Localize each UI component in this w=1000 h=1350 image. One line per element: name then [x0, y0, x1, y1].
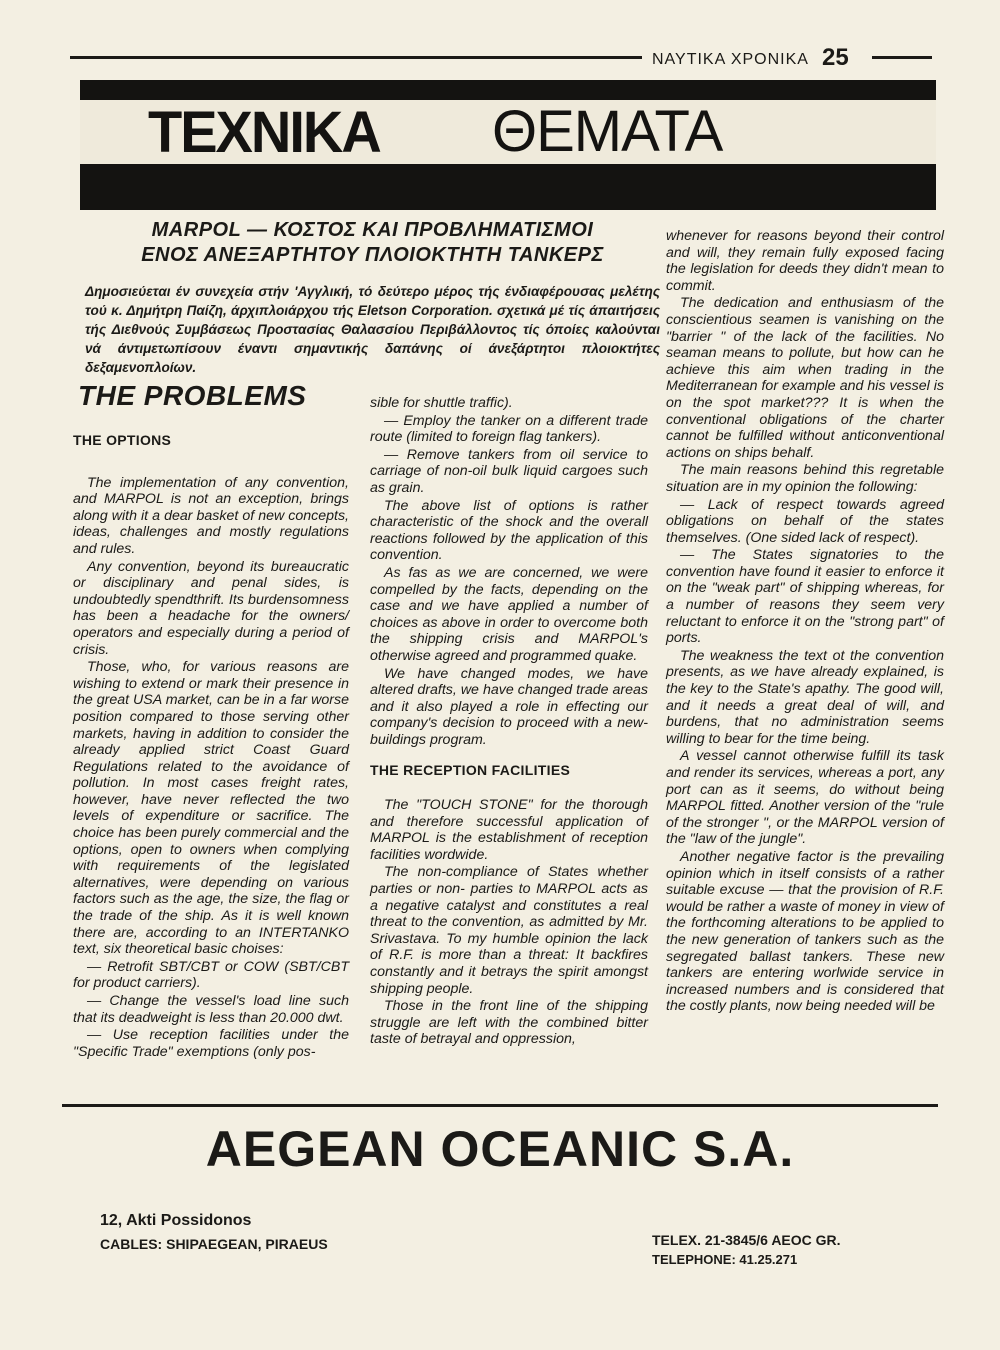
banner-title-light: ΘΕΜΑΤΑ	[492, 99, 723, 164]
subheading-reception-facilities: THE RECEPTION FACILITIES	[370, 762, 571, 779]
paragraph: Another negative factor is the prevailing opinion which in itself consists of a rather suitable excuse — that the provision of R.F. would be rather a waste of money in view of the forthcoming alterations to be applied to the new generation of tankers such as the segregated ballast tankers. These new tankers are entering worlwide service in increased numbers and is considered that the costly plants, now being needed will be	[666, 848, 944, 1015]
paragraph: — Change the vessel's load line such that its deadweight is less than 20.000 dwt.	[73, 993, 349, 1026]
article-title-line1: MARPOL — ΚΟΣΤΟΣ ΚΑΙ ΠΡΟΒΛΗΜΑΤΙΣΜΟΙ	[151, 219, 594, 241]
paragraph: The "TOUCH STONE" for the thorough and therefore successful application of MARPOL is the establishment of reception facilities wordwide.	[370, 797, 648, 863]
footer-rule	[62, 1104, 938, 1107]
article-title	[85, 218, 660, 268]
paragraph: Those, who, for various reasons are wishing to extend or mark their presence in the great USA market, can be in a far worse position compared to those serving other markets, having in addition to consider the already applied strict Coast Guard Regulations related to the avoidance of pollution. In most cases freight rates, however, have never reflected the two levels of expenditure or sacrifice. The choice has been purely commercial and the options, open to owners when complying with requirements of the legislated alternatives, were depending on various factors such as the age, the size, the flag or the trade of the ship. As it is well known there are, according to an INTERTANKO text, six theoretical basic choises:	[73, 659, 349, 958]
banner-title-bold: ΤΕΧΝΙΚΑ	[148, 98, 380, 165]
paragraph: The main reasons behind this regretable situation are in my opinion the following:	[666, 462, 944, 495]
section-banner	[80, 80, 936, 210]
paragraph: — Use reception facilities under the "Specific Trade" exemptions (only pos-	[73, 1027, 349, 1060]
paragraph: Those in the front line of the shipping struggle are left with the combined bitter taste of betrayal and oppression,	[370, 998, 648, 1048]
paragraph: We have changed modes, we have altered drafts, we have changed trade areas and it also played a role in effecting our company's decision to proceed with a new-buildings program.	[370, 665, 648, 748]
paragraph: The dedication and enthusiasm of the conscientious seamen is vanishing on the "barrier " of the lack of the facilities. No seaman means to pollute, but how can he achieve this aim when trading in the Mediterranean for example and his vessel is on the spot market??? It is when the conventional obligations of the charter cannot be fulfilled without anticonventional actions on ships behalf.	[666, 295, 944, 461]
article-title-line2: ΕΝΟΣ ΑΝΕΞΑΡΤΗΤΟΥ ΠΛΟΙΟΚΤΗΤΗ ΤΑΝΚΕΡΣ	[141, 244, 604, 266]
paragraph: As fas as we are concerned, we were compelled by the facts, depending on the case and we have applied a number of choices as above in order to overcome both the shipping crisis and MARPOL's otherwise agreed and programmed quake.	[370, 564, 648, 664]
paragraph: — Retrofit SBT/CBT or COW (SBT/CBT for product carriers).	[73, 958, 349, 992]
advert-address: 12, Akti Possidonos	[100, 1212, 252, 1229]
paragraph: — Lack of respect towards agreed obligations on behalf of the states themselves. (One sided lack of respect).	[666, 496, 944, 546]
advert-telex: TELEX. 21-3845/6 AEOC GR.	[652, 1232, 841, 1248]
magazine-name: ΝΑΥΤΙΚΑ ΧΡΟΝΙΚΑ	[652, 51, 809, 68]
advert-cables: CABLES: SHIPAEGEAN, PIRAEUS	[100, 1236, 328, 1252]
banner-band	[80, 100, 936, 164]
paragraph: The above list of options is rather characteristic of the shock and the overall reactions followed by the application of this convention.	[370, 497, 648, 564]
advert-company-name: AEGEAN OCEANIC S.A.	[205, 1121, 795, 1177]
paragraph: The weakness the text ot the convention presents, as we have already explained, is the key to the State's apathy. The good will, and it needs a great deal of will, and burdens, that no administration seems willing to bear for the time being.	[666, 647, 944, 747]
paragraph: sible for shuttle traffic).	[370, 395, 513, 411]
page-number: 25	[822, 44, 849, 71]
paragraph: — Remove tankers from oil service to carriage of non-oil bulk liquid cargoes such as grain.	[370, 446, 648, 496]
paragraph: — Employ the tanker on a different trade route (limited to foreign flag tankers).	[370, 412, 648, 446]
article-column-1	[73, 422, 349, 1061]
article-column-3	[666, 228, 944, 1016]
paragraph: The non-compliance of States whether parties or non- parties to MARPOL acts as a negative catalyst and constitutes a real threat to the convention, as admitted by Mr. Srivastava. To my humble opinion the lack of R.F. is more than a threat: It backfires constantly and it betrays the spirit amongst shipping people.	[370, 864, 648, 997]
section-heading: THE PROBLEMS	[78, 380, 307, 411]
paragraph: A vessel cannot otherwise fulfill its task and render its services, whereas a port, any port can as it seems, do without being MARPOL fitted. Another version of the "rule of the stronger ", or the MARPOL version of the "law of the jungle".	[666, 748, 944, 848]
paragraph: Any convention, beyond its bureaucratic or disciplinary and penal sides, is undoubtedly spendthrift. Its burdensomness has been a headache for the owners/ operators and especially during a period of crisis.	[73, 558, 349, 658]
article-column-2	[370, 395, 648, 1049]
advert-telephone: TELEPHONE: 41.25.271	[652, 1252, 798, 1267]
header-rule-right	[872, 56, 932, 59]
paragraph: The implementation of any convention, and MARPOL is not an exception, brings along with it a dear basket of new concepts, ideas, challenges and mostly regulations and rules.	[73, 474, 349, 557]
header-rule-left	[70, 56, 642, 59]
paragraph: — The States signatories to the convention have found it easier to enforce it on the "weak part" of shipping whereas, for a number of reasons they seem very reluctant to enforce it on the "strong part" of ports.	[666, 547, 944, 647]
paragraph: whenever for reasons beyond their control and will, they remain fully exposed facing the legislation for deeds they didn't mean to commit.	[666, 228, 944, 294]
subheading-options: THE OPTIONS	[73, 432, 172, 448]
article-intro: Δημοσιεύεται έν συνεχεία στήν 'Αγγλική, τό δεύτερο μέρος τής ένδιαφέρουσας μελέτης τού κ. Δημήτρη Παίζη, άρχιπλοιάρχου τής Eletson Corporation. σχετικά μέ τίς άπαιτήσεις τής Διεθνούς Συμβάσεως Προστασίας Θαλασσίου Περιβάλλοντος τίς όποίες καλούνται νά άντιμετωπίσουν έναντι σημαντικής δαπάνης οί άνεξάρτητοι πλοιοκτήτες δεξαμενοπλοίων.	[85, 284, 660, 375]
